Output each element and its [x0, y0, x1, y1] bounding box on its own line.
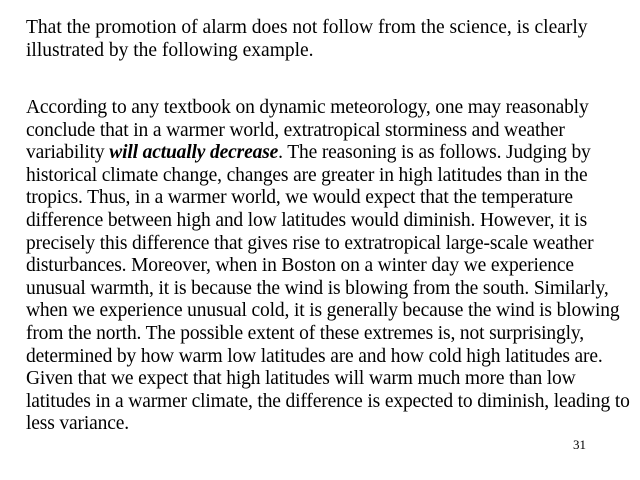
intro-text: That the promotion of alarm does not follow from the science, is clearly illustrated by the following example. — [26, 17, 588, 61]
body-text-end: . The reasoning is as follows. Judging by historical climate change, changes are greater in high latitudes than in the tropics. Thus, in a warmer world, we would expect that the temperature difference between high and low latitudes would diminish. However, it is precisely this difference that gives rise to extratropical large-scale weather disturbances. Moreover, when in Boston on a winter day we experience unusual warmth, it is because the wind is blowing from the south. Similarly, when we experience unusual cold, it is generally because the wind is blowing from the north. The possible extent of these extremes is, not surprisingly, determined by how warm low latitudes are and how cold high latitudes are. Given that we expect that high latitudes will warm much more than low latitudes in a warmer climate, the difference is expected to diminish, leading to less variance. — [26, 142, 630, 435]
body-paragraph — [26, 97, 630, 436]
page-number: 31 — [573, 437, 586, 452]
emphasized-phrase: will actually decrease — [109, 142, 279, 164]
body-text-start: According to any textbook on dynamic meteorology, one may reasonably conclude that in a warmer world, extratropical storminess and weather variability — [26, 97, 589, 164]
